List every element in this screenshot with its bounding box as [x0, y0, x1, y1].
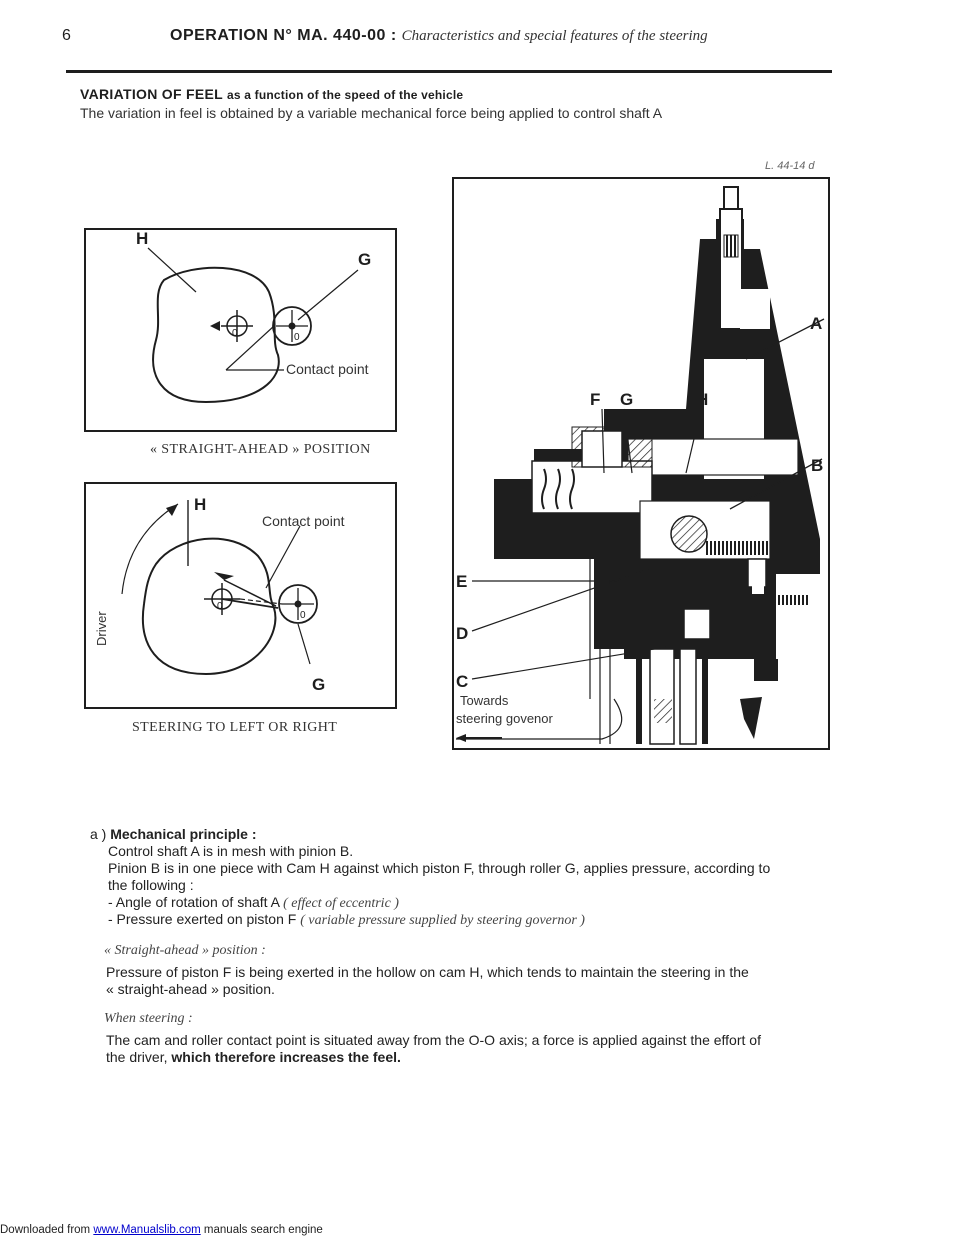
body-line-2: Pinion B is in one piece with Cam H against which piston F, through roller G, applies pressure, according to	[108, 860, 771, 876]
fig2-label-o1: 0	[217, 601, 223, 612]
fig1-label-g: G	[358, 250, 372, 269]
straight-ahead-diagram	[86, 230, 395, 430]
fig1-label-h: H	[136, 230, 149, 248]
fig3-label-a: A	[810, 314, 823, 333]
body-line-8: The cam and roller contact point is situated away from the O-O axis; a force is applied against the effort of	[106, 1032, 761, 1048]
page-number: 6	[62, 27, 71, 44]
section-intro: The variation in feel is obtained by a variable mechanical force being applied to control shaft A	[80, 105, 663, 121]
heading-text: Mechanical principle :	[110, 826, 257, 842]
fig3-label-h: H	[696, 390, 709, 409]
fig3-label-c: C	[456, 672, 469, 691]
figure-steering-box-section	[452, 177, 830, 750]
body-line-7: « straight-ahead » position.	[106, 981, 275, 997]
caption-straight-ahead: « STRAIGHT-AHEAD » POSITION	[150, 442, 371, 457]
fig2-contact-label: Contact point	[262, 513, 345, 529]
download-footer	[0, 1224, 323, 1236]
section-title	[80, 86, 463, 102]
output-arrow	[740, 697, 762, 739]
mechanical-principle-heading	[90, 826, 257, 844]
footer-prefix: Downloaded from	[0, 1224, 91, 1236]
body-line-3: the following :	[108, 877, 194, 893]
force-arrow	[214, 572, 234, 580]
body-line-5	[108, 911, 585, 930]
fig3-label-d: D	[456, 624, 469, 643]
fig2-label-o2: 0	[300, 610, 306, 621]
subheading-when-steering: When steering :	[104, 1011, 193, 1026]
title-code: OPERATION N° MA. 440-00 :	[170, 27, 397, 44]
body-line-4-text: - Angle of rotation of shaft A	[108, 894, 280, 910]
body-line-5-text: - Pressure exerted on piston F	[108, 911, 297, 927]
caption-steering: STEERING TO LEFT OR RIGHT	[132, 720, 338, 735]
fig2-label-g: G	[312, 675, 326, 694]
footer-suffix: manuals search engine	[203, 1224, 323, 1236]
header-rule	[66, 70, 832, 73]
fig3-label-e: E	[456, 572, 468, 591]
subheading-straight-ahead: « Straight-ahead » position :	[104, 943, 266, 958]
fig3-governor-label: steering govenor	[456, 711, 553, 726]
title-subtitle: Characteristics and special features of the steering	[401, 28, 708, 44]
section-title-main: VARIATION OF FEEL	[80, 86, 223, 102]
body-line-4	[108, 894, 399, 913]
driver-arrow	[166, 504, 178, 516]
heading-prefix: a )	[90, 826, 107, 842]
steering-box-section-diagram	[454, 179, 828, 748]
document-title	[170, 27, 708, 45]
fig1-contact-label: Contact point	[286, 361, 369, 377]
figure-steering	[84, 482, 397, 709]
cam-outline	[153, 268, 279, 402]
body-line-5-note: ( variable pressure supplied by steering governor )	[300, 913, 585, 928]
fig1-label-o2: 0	[294, 332, 300, 343]
fig3-label-g: G	[620, 390, 634, 409]
fig1-label-o1: 0	[232, 328, 238, 339]
fig2-label-h: H	[194, 495, 207, 514]
fig2-driver-label: Driver	[94, 611, 109, 646]
fig3-towards-label: Towards	[460, 693, 509, 708]
manualslib-link[interactable]: www.Manualslib.com	[93, 1224, 201, 1236]
body-line-9-emphasis: which therefore increases the feel.	[171, 1049, 401, 1065]
figure-straight-ahead	[84, 228, 397, 432]
figure-reference: L. 44-14 d	[765, 160, 815, 172]
fig3-label-f: F	[590, 390, 601, 409]
body-line-1: Control shaft A is in mesh with pinion B.	[108, 843, 354, 859]
fig3-label-b: B	[811, 456, 824, 475]
governor-arrow	[456, 734, 466, 742]
body-line-6: Pressure of piston F is being exerted in the hollow on cam H, which tends to maintain the steering in the	[106, 964, 749, 980]
cam-outline-rotated	[143, 539, 276, 674]
body-line-4-note: ( effect of eccentric )	[283, 896, 399, 911]
arrow-left	[210, 321, 220, 331]
steering-diagram	[86, 484, 395, 707]
body-line-9-text: the driver,	[106, 1049, 168, 1065]
section-title-suffix: as a function of the speed of the vehicle	[226, 88, 464, 102]
body-line-9	[106, 1049, 401, 1067]
